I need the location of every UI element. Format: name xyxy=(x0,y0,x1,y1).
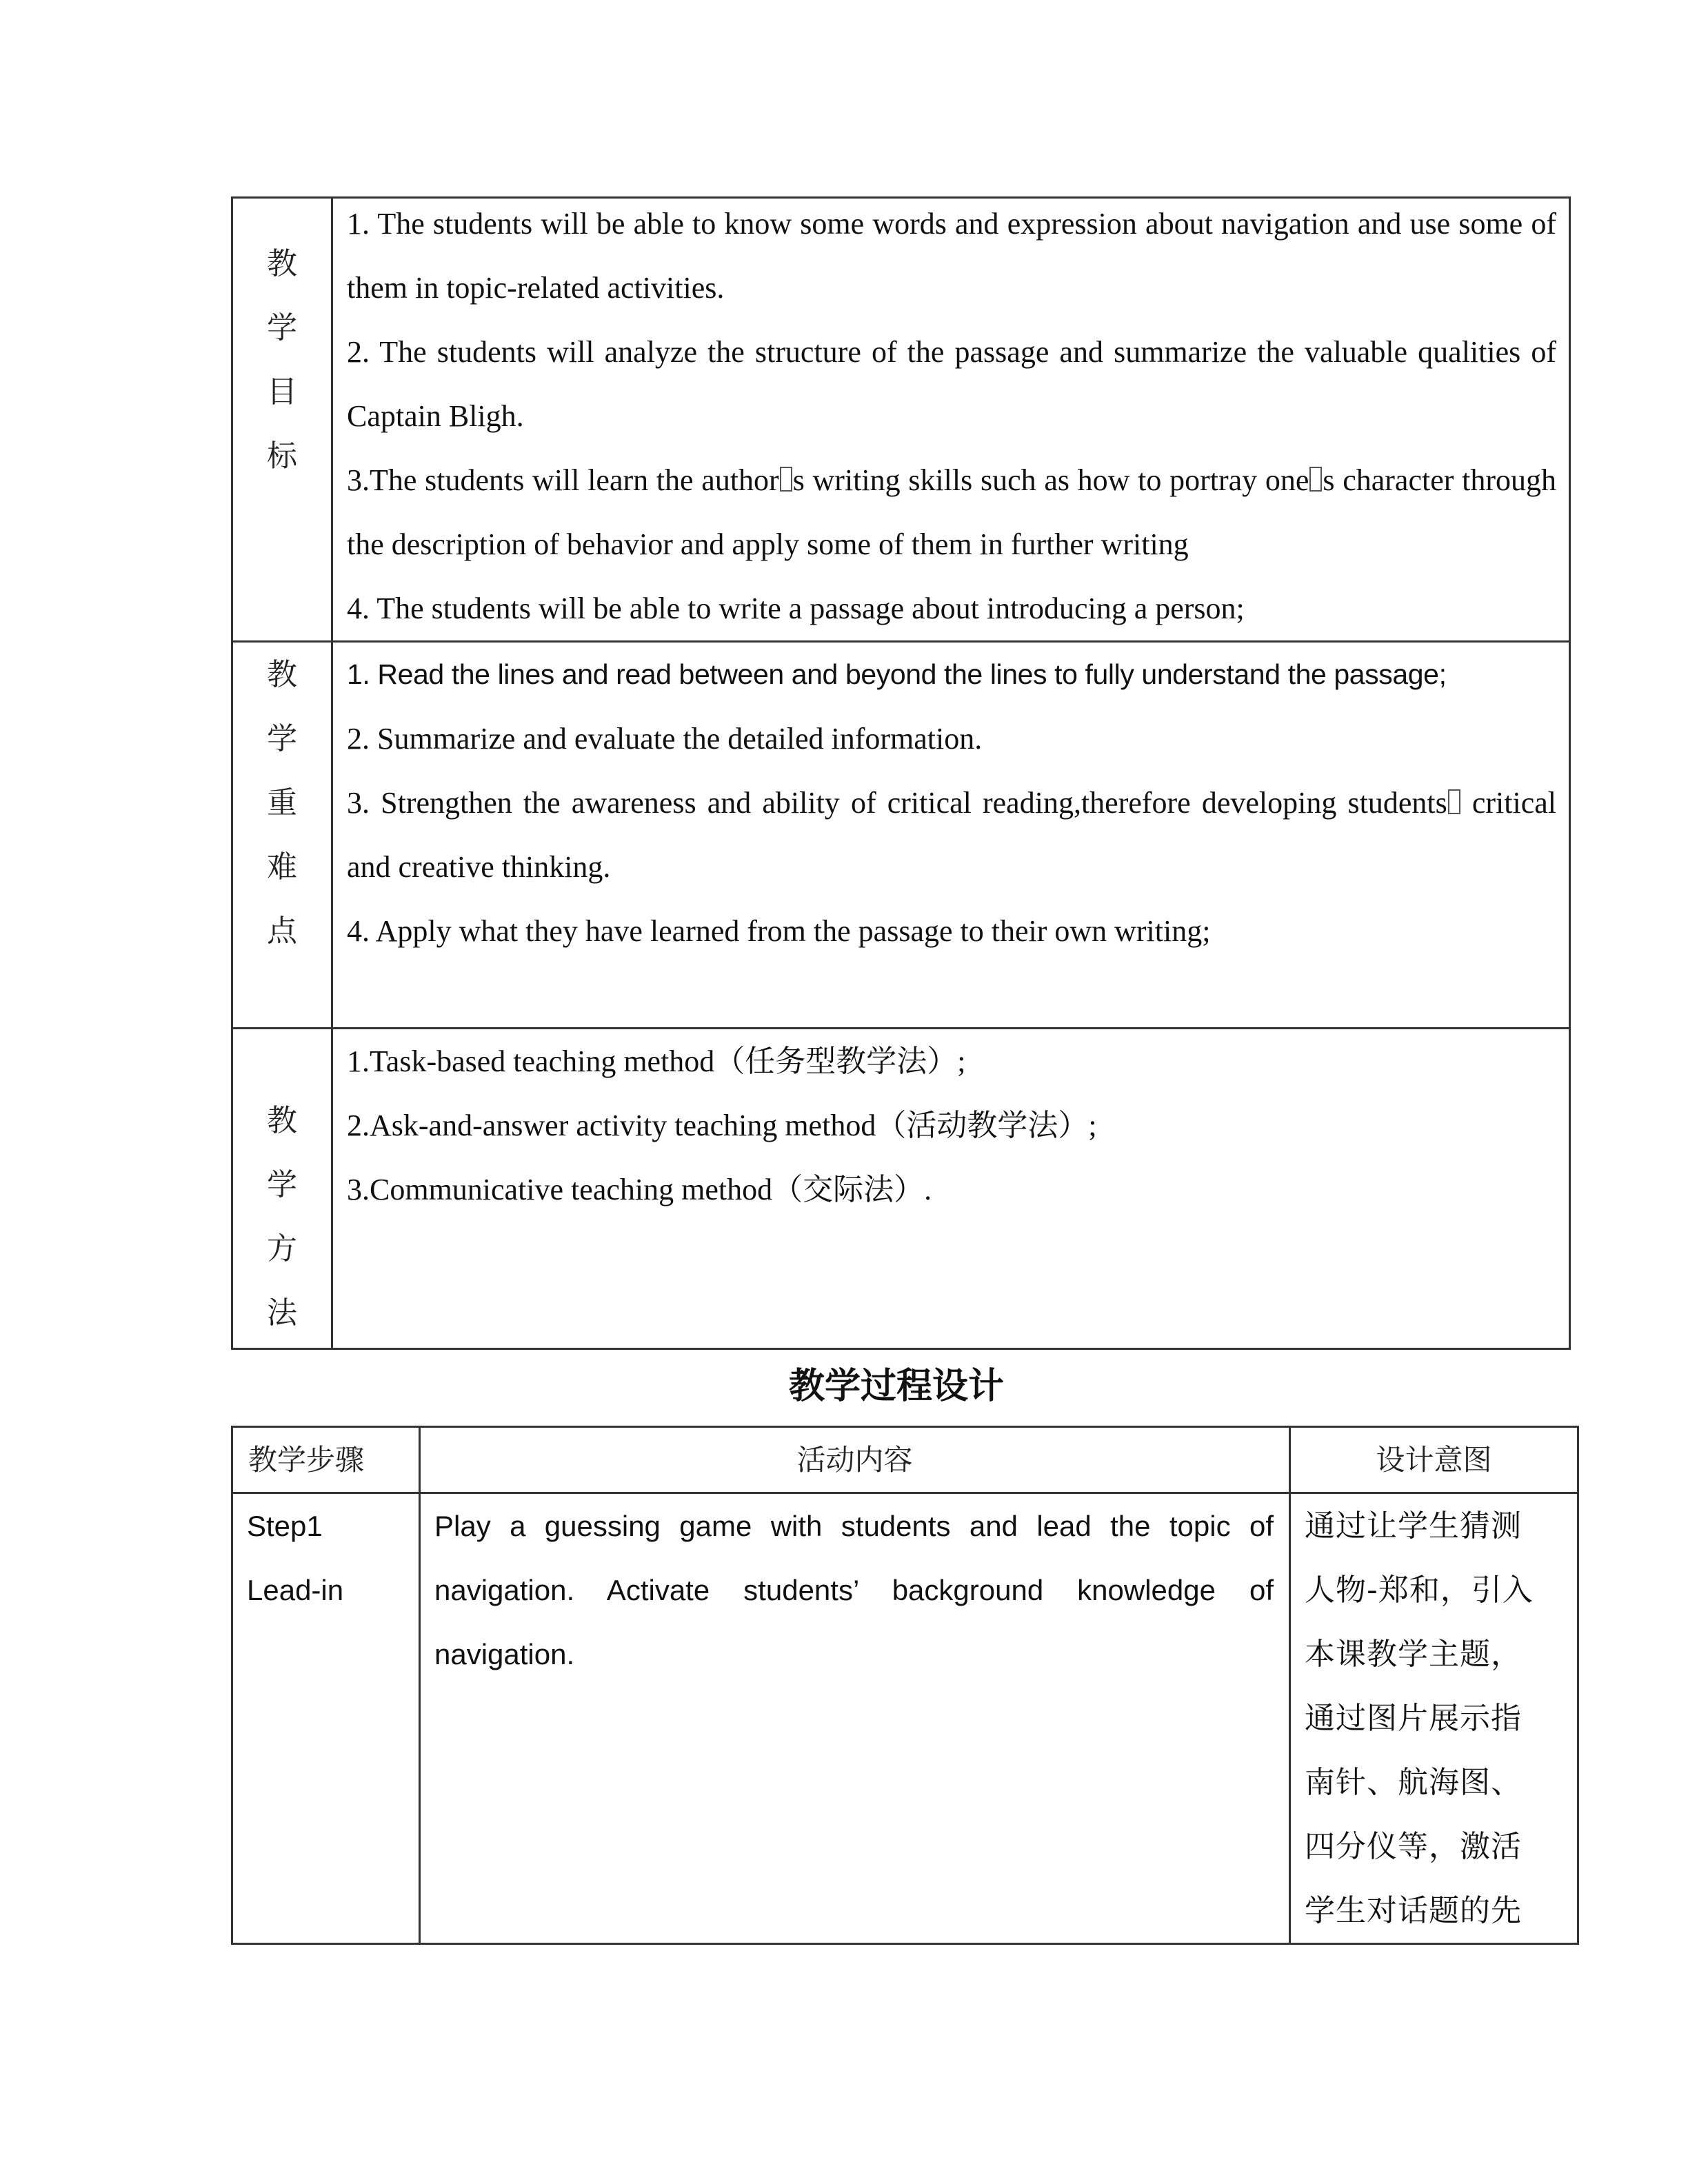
intent-cell xyxy=(1290,1493,1578,1944)
objective-item-2: 2. The students will analyze the structure of the passage and summarize the valuable qualities of Captain Bligh. xyxy=(347,335,1556,433)
step-number: Step1 xyxy=(247,1510,323,1542)
objectives-content xyxy=(332,198,1570,642)
method-item-2: 2.Ask-and-answer activity teaching method（活动教学法）; xyxy=(347,1109,1097,1142)
intent-line: 人物-郑和，引入 xyxy=(1305,1573,1534,1608)
key-point-item-2: 2. Summarize and evaluate the detailed information. xyxy=(347,722,983,756)
objective-3-part-a: 3.The students will learn the author xyxy=(347,463,779,497)
key-point-item-1: 1. Read the lines and read between and beyond the lines to fully understand the passage; xyxy=(347,658,1447,690)
label-char: 标 xyxy=(267,438,297,474)
step-cell xyxy=(232,1493,420,1944)
key-points-content xyxy=(332,642,1570,1029)
missing-glyph-icon xyxy=(1448,789,1460,814)
objective-3-part-b: s writing skills such as how to portray one xyxy=(792,463,1309,497)
key-points-label xyxy=(232,642,332,1029)
objective-item-3 xyxy=(347,448,1556,576)
process-design-table xyxy=(231,1426,1579,1945)
intent-line: 学生对话题的先 xyxy=(1305,1893,1522,1928)
intent-line: 南针、航海图、 xyxy=(1305,1765,1522,1800)
method-item-1: 1.Task-based teaching method（任务型教学法）; xyxy=(347,1044,966,1078)
label-char: 教 xyxy=(267,657,297,692)
missing-glyph-icon xyxy=(1309,467,1322,492)
key-point-item-3 xyxy=(347,771,1556,899)
process-design-title: 教学过程设计 xyxy=(788,1366,1004,1407)
objective-3-part-c: s character through the description of behavior and apply some of them in further writing xyxy=(347,463,1556,561)
label-char: 点 xyxy=(267,913,297,949)
intent-line: 通过让学生猜测 xyxy=(1305,1508,1522,1544)
objectives-row xyxy=(232,198,1570,642)
header-activity: 活动内容 xyxy=(420,1427,1290,1493)
table-row xyxy=(232,1493,1578,1944)
method-item-3: 3.Communicative teaching method（交际法）. xyxy=(347,1173,932,1206)
step-name: Lead-in xyxy=(247,1574,344,1606)
label-char: 重 xyxy=(267,785,297,820)
methods-row xyxy=(232,1029,1570,1349)
label-char: 方 xyxy=(267,1231,297,1266)
label-char: 学 xyxy=(267,1167,297,1202)
missing-glyph-icon xyxy=(780,467,792,492)
methods-content xyxy=(332,1029,1570,1349)
label-char: 学 xyxy=(267,310,297,345)
objective-item-1: 1. The students will be able to know some words and expression about navigation and use some of them in topic-related activities. xyxy=(347,207,1556,305)
header-intent: 设计意图 xyxy=(1290,1427,1578,1493)
activity-cell: Play a guessing game with students and lead the topic of navigation. Activate students’ background knowledge of navigation. xyxy=(420,1493,1290,1944)
intent-line: 本课教学主题， xyxy=(1305,1637,1522,1672)
key-point-3-part-b: critical and creative thinking. xyxy=(347,786,1556,884)
label-char: 目 xyxy=(267,374,297,410)
key-points-row xyxy=(232,642,1570,1029)
label-char: 难 xyxy=(267,849,297,884)
label-char: 法 xyxy=(267,1295,297,1331)
label-char: 学 xyxy=(267,721,297,756)
key-point-3-part-a: 3. Strengthen the awareness and ability of critical reading,therefore developing students xyxy=(347,786,1447,820)
lesson-plan-table xyxy=(231,196,1571,1350)
objective-item-4: 4. The students will be able to write a passage about introducing a person; xyxy=(347,592,1245,625)
header-step: 教学步骤 xyxy=(232,1427,420,1493)
objectives-label xyxy=(232,198,332,642)
key-point-item-4: 4. Apply what they have learned from the passage to their own writing; xyxy=(347,914,1211,948)
intent-line: 四分仪等，激活 xyxy=(1305,1829,1522,1864)
label-char: 教 xyxy=(267,246,297,281)
methods-label xyxy=(232,1029,332,1349)
label-char: 教 xyxy=(267,1103,297,1138)
process-header-row xyxy=(232,1427,1578,1493)
intent-line: 通过图片展示指 xyxy=(1305,1701,1522,1736)
